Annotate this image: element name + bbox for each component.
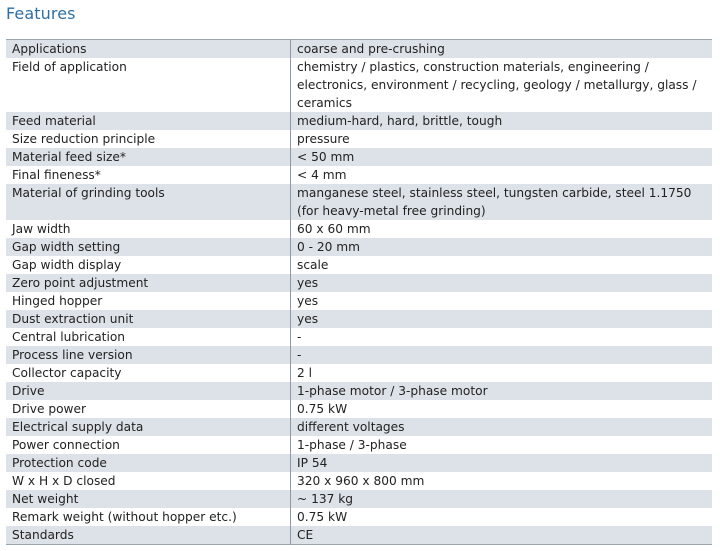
row-label: Collector capacity [6, 364, 291, 382]
table-row [6, 364, 712, 382]
row-value: 2 l [297, 366, 313, 380]
section-title: Features [6, 4, 76, 23]
row-value: 60 x 60 mm [297, 222, 371, 236]
row-label: Applications [6, 40, 291, 59]
row-label: Central lubrication [6, 328, 291, 346]
row-label: Material of grinding tools [6, 184, 291, 220]
features-table [6, 39, 712, 545]
table-row [6, 400, 712, 418]
row-value: < 50 mm [297, 150, 355, 164]
row-value: 0.75 kW [297, 402, 348, 416]
row-value: 0.75 kW [297, 510, 348, 524]
row-value: CE [297, 528, 314, 542]
table-row [6, 346, 712, 364]
row-value: 320 x 960 x 800 mm [297, 474, 425, 488]
row-label: Size reduction principle [6, 130, 291, 148]
table-row [6, 58, 712, 112]
table-row [6, 508, 712, 526]
row-value: 1-phase / 3-phase [297, 438, 407, 452]
row-label: Dust extraction unit [6, 310, 291, 328]
row-label: Field of application [6, 58, 291, 112]
table-row [6, 130, 712, 148]
row-label: Power connection [6, 436, 291, 454]
row-value: yes [297, 312, 319, 326]
row-value: IP 54 [297, 456, 328, 470]
row-value: medium-hard, hard, brittle, tough [297, 114, 503, 128]
table-row [6, 274, 712, 292]
row-label: Standards [6, 526, 291, 545]
row-value: - [297, 348, 302, 362]
table-row [6, 40, 712, 59]
row-label: Gap width setting [6, 238, 291, 256]
table-row [6, 166, 712, 184]
row-label: Jaw width [6, 220, 291, 238]
row-label: Process line version [6, 346, 291, 364]
row-label: Zero point adjustment [6, 274, 291, 292]
row-label: Feed material [6, 112, 291, 130]
row-value: ~ 137 kg [297, 492, 354, 506]
table-row [6, 220, 712, 238]
table-row [6, 418, 712, 436]
row-value: coarse and pre-crushing [297, 42, 445, 56]
table-row [6, 292, 712, 310]
row-value: yes [297, 294, 319, 308]
row-label: Gap width display [6, 256, 291, 274]
row-value: yes [297, 276, 319, 290]
row-label: Electrical supply data [6, 418, 291, 436]
row-label: Net weight [6, 490, 291, 508]
table-row [6, 256, 712, 274]
table-row [6, 310, 712, 328]
table-row [6, 436, 712, 454]
table-row [6, 382, 712, 400]
row-label: Hinged hopper [6, 292, 291, 310]
row-value: pressure [297, 132, 350, 146]
table-row [6, 184, 712, 220]
table-row [6, 454, 712, 472]
row-label: Protection code [6, 454, 291, 472]
row-value: 0 - 20 mm [297, 240, 361, 254]
table-row [6, 526, 712, 545]
row-value: manganese steel, stainless steel, tungsten carbide, steel 1.1750 (for heavy-metal free grinding) [297, 186, 692, 218]
row-label: Material feed size* [6, 148, 291, 166]
row-value: - [297, 330, 302, 344]
row-label: Remark weight (without hopper etc.) [6, 508, 291, 526]
row-value: scale [297, 258, 329, 272]
row-value: 1-phase motor / 3-phase motor [297, 384, 488, 398]
table-row [6, 148, 712, 166]
table-row [6, 490, 712, 508]
row-label: Final fineness* [6, 166, 291, 184]
table-row [6, 472, 712, 490]
table-row [6, 112, 712, 130]
features-table-body [6, 40, 712, 545]
row-value: chemistry / plastics, construction materials, engineering / electronics, environment / recycling, geology / metallurgy, glass / ceramics [297, 60, 697, 110]
table-row [6, 328, 712, 346]
row-label: Drive [6, 382, 291, 400]
table-row [6, 238, 712, 256]
row-label: Drive power [6, 400, 291, 418]
row-value: < 4 mm [297, 168, 347, 182]
row-value: different voltages [297, 420, 405, 434]
row-label: W x H x D closed [6, 472, 291, 490]
